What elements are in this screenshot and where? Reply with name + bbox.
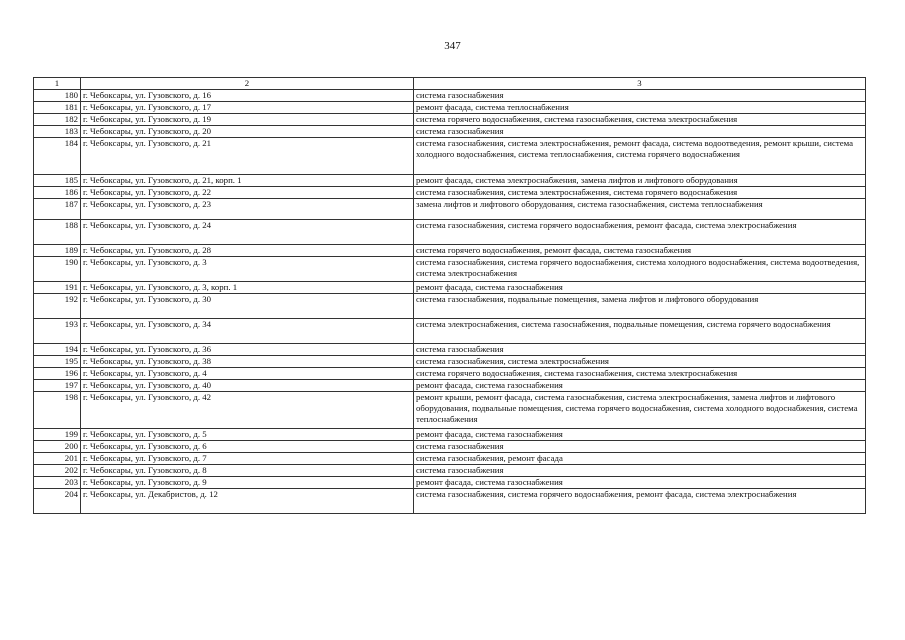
row-number-cell: 185 <box>34 175 81 187</box>
works-cell: система газоснабжения, система электроснабжения, ремонт фасада, система водоотведения, ремонт крыши, система холодного водоснабжения, система теплоснабжения, система горячего водоснабжения <box>414 138 866 175</box>
table-row <box>34 282 866 294</box>
row-number-cell: 196 <box>34 368 81 380</box>
address-cell: г. Чебоксары, ул. Гузовского, д. 38 <box>81 356 414 368</box>
address-cell: г. Чебоксары, ул. Гузовского, д. 36 <box>81 344 414 356</box>
works-cell: система газоснабжения <box>414 441 866 453</box>
table-row <box>34 380 866 392</box>
row-number-cell: 201 <box>34 453 81 465</box>
table-row <box>34 429 866 441</box>
address-cell: г. Чебоксары, ул. Гузовского, д. 17 <box>81 102 414 114</box>
works-cell: замена лифтов и лифтового оборудования, система газоснабжения, система теплоснабжения <box>414 199 866 220</box>
row-number-cell: 202 <box>34 465 81 477</box>
works-cell: система горячего водоснабжения, система газоснабжения, система электроснабжения <box>414 114 866 126</box>
works-cell: система горячего водоснабжения, ремонт фасада, система газоснабжения <box>414 245 866 257</box>
row-number-cell: 181 <box>34 102 81 114</box>
address-cell: г. Чебоксары, ул. Гузовского, д. 3, корп. 1 <box>81 282 414 294</box>
works-cell: ремонт фасада, система газоснабжения <box>414 282 866 294</box>
works-cell: система газоснабжения <box>414 344 866 356</box>
table-row <box>34 344 866 356</box>
table-row <box>34 392 866 429</box>
address-cell: г. Чебоксары, ул. Гузовского, д. 7 <box>81 453 414 465</box>
table-row <box>34 199 866 220</box>
row-number-cell: 193 <box>34 319 81 344</box>
row-number-cell: 191 <box>34 282 81 294</box>
works-cell: система газоснабжения, ремонт фасада <box>414 453 866 465</box>
row-number-cell: 186 <box>34 187 81 199</box>
works-cell: система электроснабжения, система газоснабжения, подвальные помещения, система горячего водоснабжения <box>414 319 866 344</box>
address-cell: г. Чебоксары, ул. Декабристов, д. 12 <box>81 489 414 514</box>
row-number-cell: 184 <box>34 138 81 175</box>
page-number: 347 <box>444 40 461 52</box>
row-number-cell: 189 <box>34 245 81 257</box>
table-body <box>34 78 866 514</box>
table-row <box>34 187 866 199</box>
address-cell: г. Чебоксары, ул. Гузовского, д. 4 <box>81 368 414 380</box>
works-cell: система газоснабжения, система электроснабжения, система горячего водоснабжения <box>414 187 866 199</box>
table-row <box>34 368 866 380</box>
table-row <box>34 90 866 102</box>
works-cell: система газоснабжения, система горячего водоснабжения, система холодного водоснабжения, система водоотведения, система электроснабжения <box>414 257 866 282</box>
table-row <box>34 126 866 138</box>
works-cell: ремонт фасада, система теплоснабжения <box>414 102 866 114</box>
row-number-cell: 200 <box>34 441 81 453</box>
address-cell: г. Чебоксары, ул. Гузовского, д. 8 <box>81 465 414 477</box>
table-row <box>34 489 866 514</box>
works-cell: ремонт фасада, система электроснабжения, замена лифтов и лифтового оборудования <box>414 175 866 187</box>
table-row <box>34 257 866 282</box>
table-row <box>34 175 866 187</box>
address-cell: г. Чебоксары, ул. Гузовского, д. 3 <box>81 257 414 282</box>
row-number-cell: 188 <box>34 220 81 245</box>
table-row <box>34 465 866 477</box>
address-cell: г. Чебоксары, ул. Гузовского, д. 42 <box>81 392 414 429</box>
address-cell: г. Чебоксары, ул. Гузовского, д. 9 <box>81 477 414 489</box>
address-cell: г. Чебоксары, ул. Гузовского, д. 22 <box>81 187 414 199</box>
column-header-works: 3 <box>414 78 866 90</box>
works-cell: система газоснабжения, система электроснабжения <box>414 356 866 368</box>
works-cell: система газоснабжения, подвальные помещения, замена лифтов и лифтового оборудования <box>414 294 866 319</box>
address-cell: г. Чебоксары, ул. Гузовского, д. 40 <box>81 380 414 392</box>
address-cell: г. Чебоксары, ул. Гузовского, д. 28 <box>81 245 414 257</box>
table-row <box>34 138 866 175</box>
row-number-cell: 198 <box>34 392 81 429</box>
works-cell: система газоснабжения, система горячего водоснабжения, ремонт фасада, система электроснабжения <box>414 489 866 514</box>
table-row <box>34 453 866 465</box>
row-number-cell: 203 <box>34 477 81 489</box>
table-row <box>34 441 866 453</box>
works-cell: система газоснабжения, система горячего водоснабжения, ремонт фасада, система электроснабжения <box>414 220 866 245</box>
row-number-cell: 194 <box>34 344 81 356</box>
table-row <box>34 220 866 245</box>
works-cell: ремонт фасада, система газоснабжения <box>414 380 866 392</box>
row-number-cell: 197 <box>34 380 81 392</box>
address-cell: г. Чебоксары, ул. Гузовского, д. 21, корп. 1 <box>81 175 414 187</box>
table-row <box>34 319 866 344</box>
works-cell: ремонт фасада, система газоснабжения <box>414 477 866 489</box>
works-cell: система газоснабжения <box>414 90 866 102</box>
column-header-number: 1 <box>34 78 81 90</box>
works-cell: система газоснабжения <box>414 126 866 138</box>
table-header-row <box>34 78 866 90</box>
row-number-cell: 192 <box>34 294 81 319</box>
address-cell: г. Чебоксары, ул. Гузовского, д. 30 <box>81 294 414 319</box>
address-cell: г. Чебоксары, ул. Гузовского, д. 6 <box>81 441 414 453</box>
table-row <box>34 245 866 257</box>
row-number-cell: 195 <box>34 356 81 368</box>
address-cell: г. Чебоксары, ул. Гузовского, д. 34 <box>81 319 414 344</box>
works-cell: система горячего водоснабжения, система газоснабжения, система электроснабжения <box>414 368 866 380</box>
column-header-address: 2 <box>81 78 414 90</box>
table-row <box>34 114 866 126</box>
building-works-table <box>33 77 866 514</box>
works-cell: ремонт фасада, система газоснабжения <box>414 429 866 441</box>
row-number-cell: 180 <box>34 90 81 102</box>
address-cell: г. Чебоксары, ул. Гузовского, д. 19 <box>81 114 414 126</box>
address-cell: г. Чебоксары, ул. Гузовского, д. 23 <box>81 199 414 220</box>
table-row <box>34 477 866 489</box>
address-cell: г. Чебоксары, ул. Гузовского, д. 16 <box>81 90 414 102</box>
works-cell: ремонт крыши, ремонт фасада, система газоснабжения, система электроснабжения, замена лифтов и лифтового оборудования, подвальные помещения, система горячего водоснабжения, система холодного водоснабжения, система теплоснабжения <box>414 392 866 429</box>
address-cell: г. Чебоксары, ул. Гузовского, д. 20 <box>81 126 414 138</box>
table-row <box>34 102 866 114</box>
address-cell: г. Чебоксары, ул. Гузовского, д. 5 <box>81 429 414 441</box>
row-number-cell: 187 <box>34 199 81 220</box>
table-row <box>34 294 866 319</box>
address-cell: г. Чебоксары, ул. Гузовского, д. 21 <box>81 138 414 175</box>
row-number-cell: 204 <box>34 489 81 514</box>
row-number-cell: 190 <box>34 257 81 282</box>
row-number-cell: 182 <box>34 114 81 126</box>
table-row <box>34 356 866 368</box>
works-cell: система газоснабжения <box>414 465 866 477</box>
row-number-cell: 199 <box>34 429 81 441</box>
address-cell: г. Чебоксары, ул. Гузовского, д. 24 <box>81 220 414 245</box>
row-number-cell: 183 <box>34 126 81 138</box>
